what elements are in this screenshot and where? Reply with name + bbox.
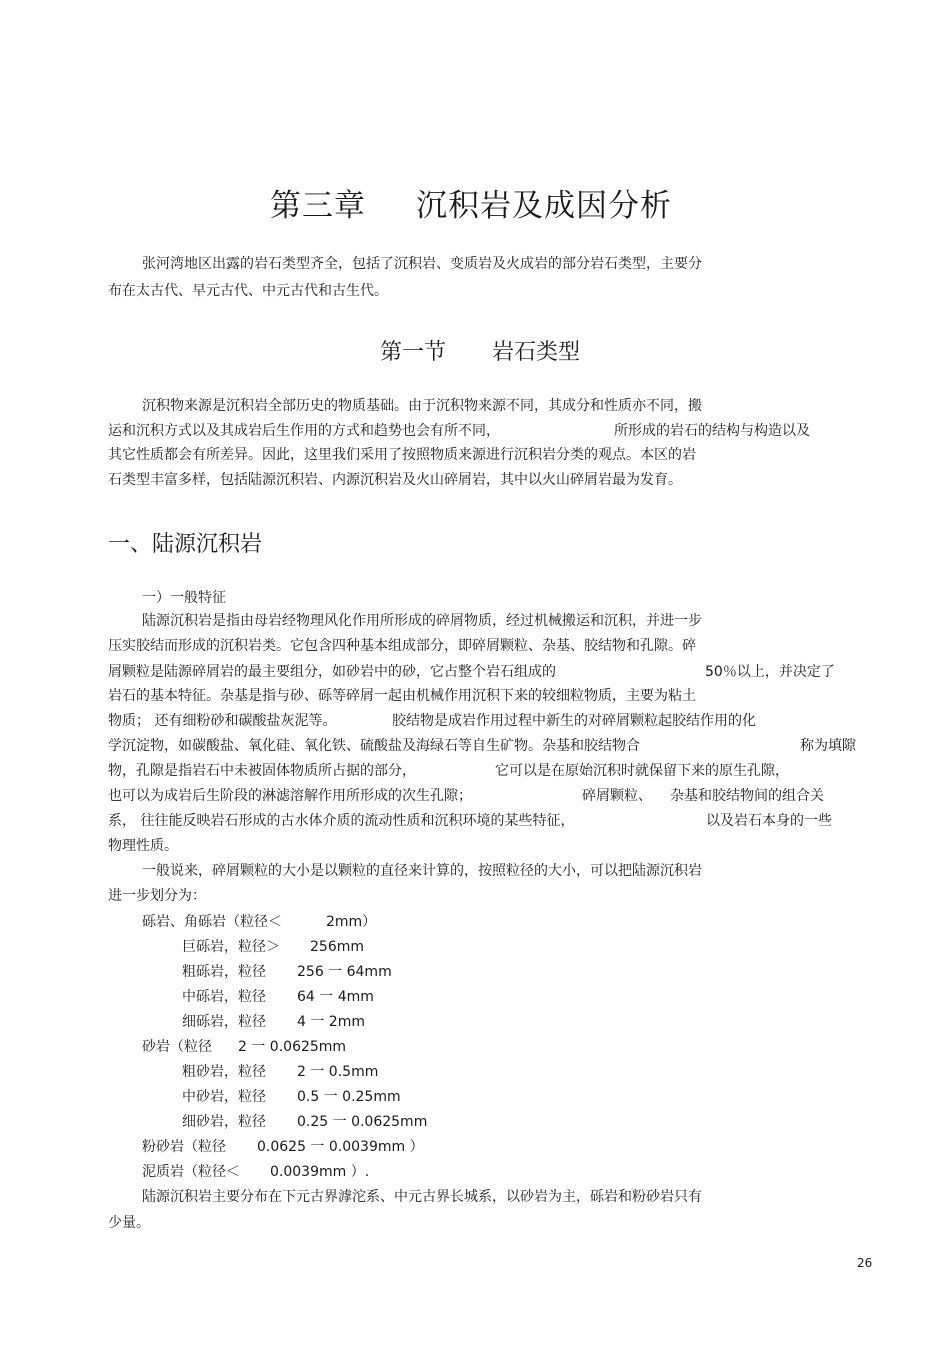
section-para-line: 沉积物来源是沉积岩全部历史的物质基础。由于沉积物来源不同，其成分和性质亦不同，搬 [142, 398, 702, 414]
class-value: 2 一 0.0625mm [238, 1039, 347, 1055]
section-number: 第一节 [380, 340, 447, 365]
class-value: 2mm） [326, 914, 377, 930]
chapter-number: 第三章 [270, 188, 366, 224]
general-line: 物理性质。 [108, 838, 178, 854]
general-line: 50％以上，并决定了 [705, 664, 835, 680]
general-line: 压实胶结而形成的沉积岩类。它包含四种基本组成部分，即碎屑颗粒、杂基、胶结物和孔隙。碎 [108, 638, 696, 654]
general-line: 陆源沉积岩是指由母岩经物理风化作用所形成的碎屑物质，经过机械搬运和沉积，并进一步 [142, 613, 702, 629]
class-label: 砂岩（粒径 [142, 1039, 212, 1055]
section-para-line: 其它性质都会有所差异。因此，这里我们采用了按照物质来源进行沉积岩分类的观点。本区的岩 [108, 447, 696, 463]
general-line: 胶结物是成岩作用过程中新生的对碎屑颗粒起胶结作用的化 [392, 713, 756, 729]
general-line: 物，孔隙是指岩石中未被固体物质所占据的部分， [108, 763, 416, 779]
class-value: 2 一 0.5mm [297, 1064, 379, 1080]
class-value: 0.5 一 0.25mm [297, 1089, 401, 1105]
subsection-title: 一、陆源沉积岩 [108, 532, 263, 557]
class-label: 砾岩、角砾岩（粒径＜ [142, 914, 282, 930]
class-label: 细砂岩，粒径 [182, 1114, 266, 1130]
class-value: 0.0625 一 0.0039mm ） [257, 1139, 424, 1155]
page-number: 26 [857, 1256, 873, 1270]
general-line: 杂基和胶结物间的组合关 [670, 788, 824, 804]
class-value: 256 一 64mm [297, 964, 392, 980]
class-label: 粗砾岩，粒径 [182, 964, 266, 980]
general-line: 碎屑颗粒、 [582, 788, 652, 804]
chapter-title: 沉积岩及成因分析 [416, 188, 672, 224]
general-line: 屑颗粒是陆源碎屑岩的最主要组分，如砂岩中的砂，它占整个岩石组成的 [108, 664, 556, 680]
class-label: 中砂岩，粒径 [182, 1089, 266, 1105]
closing-line: 陆源沉积岩主要分布在下元古界滹沱系、中元古界长城系，以砂岩为主，砾岩和粉砂岩只有 [142, 1189, 702, 1205]
class-value: 4 一 2mm [297, 1014, 365, 1030]
class-label: 泥质岩（粒径＜ [142, 1164, 240, 1180]
general-line: 以及岩石本身的一些 [706, 813, 832, 829]
class-label: 粗砂岩，粒径 [182, 1064, 266, 1080]
section-title: 岩石类型 [492, 340, 581, 365]
general-line: 它可以是在原始沉积时就保留下来的原生孔隙， [495, 763, 789, 779]
general-line: 系， 往往能反映岩石形成的古水体介质的流动性质和沉积环境的某些特征， [108, 813, 575, 829]
class-value: 64 一 4mm [297, 989, 374, 1005]
section-para-line: 所形成的岩石的结构与构造以及 [614, 423, 810, 439]
class-label: 巨砾岩，粒径＞ [182, 939, 280, 955]
closing-line: 少量。 [108, 1215, 150, 1231]
class-value: 256mm [310, 939, 364, 955]
class-value: 0.25 一 0.0625mm [297, 1114, 428, 1130]
section-para-line: 石类型丰富多样，包括陆源沉积岩、内源沉积岩及火山碎屑岩，其中以火山碎屑岩最为发育。 [108, 472, 682, 488]
general-line: 称为填隙 [800, 738, 856, 754]
general-line: 一般说来，碎屑颗粒的大小是以颗粒的直径来计算的，按照粒径的大小，可以把陆源沉积岩 [142, 863, 702, 879]
general-line: 也可以为成岩后生阶段的淋滤溶解作用所形成的次生孔隙； [108, 788, 472, 804]
general-heading: 一）一般特征 [142, 590, 226, 606]
class-label: 中砾岩，粒径 [182, 989, 266, 1005]
general-line: 岩石的基本特征。杂基是指与砂、砾等碎屑一起由机械作用沉积下来的较细粒物质，主要为粘土 [108, 688, 696, 704]
class-label: 粉砂岩（粒径 [142, 1139, 226, 1155]
class-label: 细砾岩，粒径 [182, 1014, 266, 1030]
general-line: 物质； 还有细粉砂和碳酸盐灰泥等。 [108, 713, 337, 729]
general-line: 学沉淀物，如碳酸盐、氧化硅、氧化铁、硫酸盐及海绿石等自生矿物。杂基和胶结物合 [108, 738, 640, 754]
section-para-line: 运和沉积方式以及其成岩后生作用的方式和趋势也会有所不同， [108, 423, 500, 439]
class-value: 0.0039mm ）. [270, 1164, 370, 1180]
intro-line: 布在太古代、早元古代、中元古代和古生代。 [108, 283, 388, 299]
general-line: 进一步划分为： [108, 888, 206, 904]
intro-line: 张河湾地区出露的岩石类型齐全，包括了沉积岩、变质岩及火成岩的部分岩石类型，主要分 [142, 256, 702, 272]
